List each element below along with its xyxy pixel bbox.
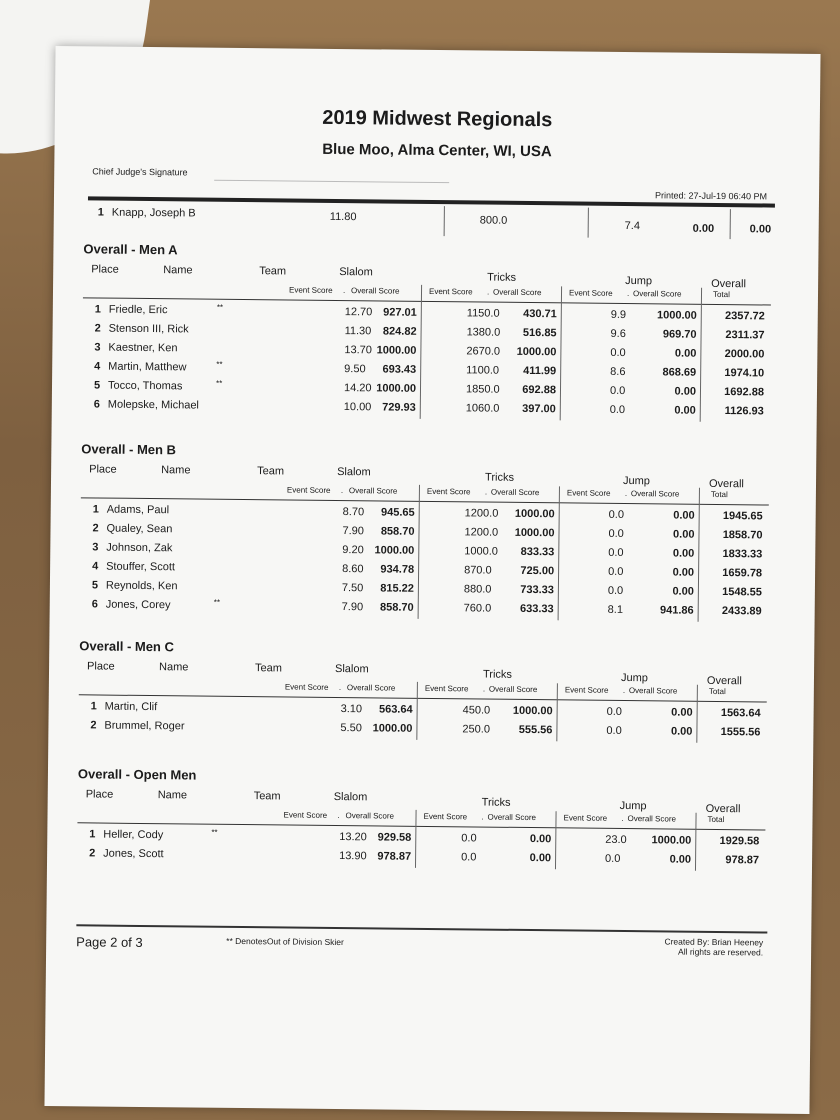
row-total: 2433.89: [721, 605, 762, 618]
results-section: [80, 441, 770, 624]
row-jump-overall: 868.69: [662, 366, 697, 379]
row-place: 1: [97, 206, 105, 219]
sub-slalom-event: Event Score: [283, 810, 328, 820]
row-slalom-overall: 1000.00: [376, 344, 417, 357]
sub-dot: .: [481, 812, 484, 822]
row-jump-overall: 0.00: [671, 706, 693, 719]
printed-timestamp: Printed: 27-Jul-19 06:40 PM: [654, 190, 768, 202]
row-jump-event: 0.0: [608, 565, 624, 578]
row-jump-event: 9.6: [610, 327, 626, 341]
sub-dot: .: [340, 486, 344, 496]
row-tricks-overall: 1000.00: [516, 345, 557, 359]
row-jump-event: 0.0: [610, 346, 626, 360]
page-subtitle: Blue Moo, Alma Center, WI, USA: [322, 140, 552, 161]
row-tricks-event: 1200.0: [464, 507, 499, 520]
sub-slalom-overall: Overall Score: [348, 486, 398, 496]
out-of-division-mark: **: [211, 827, 218, 837]
row-tricks-event: 760.0: [463, 602, 492, 615]
row-slalom-event: 8.70: [342, 506, 365, 519]
row-tricks-overall: 430.71: [523, 307, 557, 321]
row-total: 1555.56: [720, 726, 761, 739]
out-of-division-mark: **: [213, 597, 221, 607]
row-slalom-overall: 824.82: [382, 325, 417, 338]
section-title: Overall - Men A: [83, 241, 178, 258]
col-place: Place: [85, 788, 114, 801]
row-total: 2357.72: [724, 310, 765, 323]
row-place: 6: [91, 598, 98, 611]
row-jump-event: 8.6: [610, 365, 626, 379]
row-place: 1: [90, 700, 97, 713]
row-name: Johnson, Zak: [106, 541, 173, 555]
sub-dot: .: [337, 811, 340, 821]
row-tricks-event: 2670.0: [466, 345, 501, 358]
row-slalom-event: 9.20: [342, 544, 364, 557]
sub-dot: .: [486, 287, 490, 297]
col-place: Place: [89, 463, 117, 476]
row-total: 0.00: [749, 223, 772, 236]
results-section: [82, 241, 772, 424]
sub-dot: .: [622, 685, 626, 696]
row-total: 1659.78: [722, 567, 763, 580]
row-tricks-overall: 833.33: [520, 545, 555, 559]
row-tricks-event: 450.0: [462, 704, 491, 717]
row-jump-event: 0.0: [608, 546, 624, 559]
col-overall: Overall: [708, 477, 744, 491]
row-jump-event: 7.4: [624, 219, 641, 233]
row-place: 4: [94, 360, 101, 373]
row-slalom-overall: 929.58: [377, 831, 412, 844]
row-total: 1858.70: [722, 529, 763, 542]
page-title: 2019 Midwest Regionals: [322, 106, 553, 132]
sub-total: Total: [710, 489, 728, 500]
row-jump-event: 0.0: [607, 584, 624, 597]
row-tricks-overall: 411.99: [523, 364, 557, 378]
row-jump-overall: 0.00: [669, 853, 692, 866]
section-title: Overall - Men B: [81, 441, 177, 458]
sub-jump-overall: Overall Score: [630, 489, 680, 499]
top-carryover-row: [88, 202, 775, 243]
row-jump-event: 23.0: [605, 833, 627, 847]
row-name: Jones, Scott: [103, 847, 164, 861]
footer-divider: [76, 924, 767, 933]
row-tricks-overall: 725.00: [520, 564, 555, 578]
row-tricks-overall: 0.00: [529, 833, 552, 846]
row-jump-event: 0.0: [608, 527, 624, 541]
row-place: 3: [92, 541, 99, 554]
col-overall: Overall: [711, 277, 747, 291]
col-tricks: Tricks: [485, 471, 515, 484]
row-slalom-event: 11.80: [329, 210, 357, 224]
row-tricks-event: 880.0: [463, 583, 492, 596]
row-place: 6: [93, 398, 101, 411]
row-total: 2000.00: [724, 348, 765, 361]
rights-text: All rights are reserved.: [678, 946, 764, 958]
row-place: 2: [89, 847, 96, 860]
row-jump-overall: 941.86: [659, 604, 694, 617]
row-slalom-overall: 729.93: [382, 401, 416, 414]
row-tricks-overall: 733.33: [520, 583, 554, 597]
row-place: 1: [92, 503, 99, 516]
row-jump-overall: 0.00: [672, 547, 695, 560]
row-total: 1945.65: [722, 510, 763, 523]
sub-jump-overall: Overall Score: [628, 686, 678, 696]
row-slalom-overall: 1000.00: [374, 544, 415, 557]
row-tricks-overall: 555.56: [518, 723, 553, 737]
page-number: Page 2 of 3: [76, 934, 143, 950]
row-jump-event: 9.9: [610, 308, 627, 322]
row-tricks-event: 1200.0: [464, 526, 499, 539]
col-overall: Overall: [706, 674, 742, 688]
row-tricks-overall: 516.85: [522, 326, 557, 340]
row-slalom-event: 13.70: [344, 344, 372, 357]
column-divider: [730, 209, 731, 239]
row-slalom-overall: 858.70: [379, 601, 414, 614]
col-slalom: Slalom: [339, 266, 373, 279]
row-place: 4: [92, 560, 99, 573]
sub-jump-overall: Overall Score: [632, 289, 682, 299]
row-slalom-event: 8.60: [342, 563, 364, 576]
row-name: Heller, Cody: [103, 828, 164, 842]
row-name: Adams, Paul: [106, 503, 170, 517]
row-jump-overall: 0.00: [674, 404, 696, 417]
row-slalom-event: 5.50: [340, 722, 362, 735]
row-tricks-overall: 1000.00: [514, 507, 555, 521]
sub-jump-event: Event Score: [568, 288, 613, 298]
row-total: 2311.37: [725, 329, 765, 342]
col-team: Team: [259, 265, 287, 278]
row-name: Reynolds, Ken: [105, 579, 178, 593]
row-jump-event: 0.0: [606, 724, 622, 737]
row-slalom-event: 14.20: [343, 382, 372, 395]
sub-total: Total: [707, 814, 725, 825]
row-name: Martin, Clif: [104, 700, 158, 714]
row-slalom-event: 13.20: [339, 831, 367, 844]
row-jump-overall: 1000.00: [656, 309, 697, 322]
column-divider: [588, 208, 589, 238]
row-tricks-event: 870.0: [464, 564, 492, 577]
row-tricks-overall: 1000.00: [514, 526, 555, 540]
row-jump-overall: 0.00: [674, 385, 697, 398]
col-jump: Jump: [619, 799, 647, 813]
created-by: [664, 936, 763, 957]
row-total: 1929.58: [719, 835, 760, 848]
col-slalom: Slalom: [333, 790, 368, 804]
row-total: 1833.33: [722, 548, 763, 561]
row-total: 1563.64: [720, 707, 761, 720]
row-place: 5: [93, 379, 101, 392]
sub-tricks-event: Event Score: [428, 286, 473, 297]
row-slalom-overall: 927.01: [383, 306, 417, 319]
row-tricks-event: 0.0: [461, 832, 477, 845]
row-total: 978.87: [725, 854, 760, 867]
row-total: 1548.55: [722, 586, 762, 599]
row-tricks-overall: 633.33: [519, 602, 554, 616]
sub-slalom-overall: Overall Score: [345, 811, 395, 821]
col-tricks: Tricks: [487, 271, 517, 284]
row-jump-event: 0.0: [608, 508, 625, 522]
col-tricks: Tricks: [481, 796, 511, 809]
sub-tricks-overall: Overall Score: [490, 487, 540, 498]
sub-dot: .: [342, 286, 346, 296]
row-jump-overall: 0.00: [672, 566, 695, 579]
sub-slalom-overall: Overall Score: [350, 286, 400, 296]
col-place: Place: [91, 263, 119, 276]
row-jump-event: 0.0: [609, 384, 626, 398]
col-name: Name: [159, 661, 189, 674]
col-tricks: Tricks: [482, 668, 512, 681]
signature-label: Chief Judge's Signature: [92, 166, 188, 178]
col-slalom: Slalom: [337, 465, 371, 479]
row-jump-overall: 0.00: [673, 509, 695, 522]
row-slalom-event: 13.90: [339, 850, 367, 863]
col-team: Team: [257, 465, 285, 478]
row-slalom-overall: 1000.00: [376, 382, 417, 395]
row-tricks-event: 1100.0: [466, 364, 500, 377]
row-place: 5: [91, 579, 99, 592]
col-slalom: Slalom: [335, 662, 369, 676]
row-slalom-event: 12.70: [344, 306, 373, 319]
sub-jump-event: Event Score: [564, 685, 609, 695]
row-slalom-overall: 815.22: [380, 582, 414, 595]
row-tricks-event: 1380.0: [466, 326, 501, 339]
row-place: 2: [92, 522, 99, 535]
sub-total: Total: [708, 686, 726, 697]
row-tricks-event: 1060.0: [465, 402, 500, 415]
row-tricks-event: 0.0: [461, 851, 477, 864]
row-slalom-event: 7.90: [341, 601, 364, 614]
row-tricks-overall: 692.88: [522, 383, 557, 397]
row-tricks-overall: 397.00: [522, 402, 556, 416]
sub-tricks-overall: Overall Score: [492, 287, 542, 298]
results-sheet: [44, 46, 820, 1114]
row-slalom-overall: 858.70: [380, 525, 415, 538]
denote-note: ** DenotesOut of Division Skier: [226, 935, 344, 948]
row-name: Kaestner, Ken: [108, 341, 178, 355]
row-slalom-overall: 945.65: [380, 506, 415, 519]
row-name: Tocco, Thomas: [107, 379, 183, 393]
sub-tricks-event: Event Score: [426, 486, 471, 497]
sub-dot: .: [624, 489, 628, 499]
signature-line: [214, 180, 449, 183]
row-name: Qualey, Sean: [106, 522, 173, 536]
created-by-name: Created By: Brian Heeney: [664, 936, 764, 948]
row-name: Knapp, Joseph B: [111, 206, 196, 220]
row-place: 3: [94, 341, 101, 354]
row-tricks-event: 1850.0: [465, 383, 500, 396]
sub-jump-event: Event Score: [563, 813, 608, 823]
col-name: Name: [161, 464, 191, 477]
sub-slalom-overall: Overall Score: [346, 683, 396, 693]
row-jump-overall: 0.00: [674, 347, 697, 360]
row-jump-event: 0.0: [605, 852, 621, 865]
row-slalom-overall: 693.43: [382, 363, 417, 376]
col-jump: Jump: [625, 275, 653, 288]
sub-jump-event: Event Score: [566, 488, 611, 498]
sub-slalom-event: Event Score: [286, 485, 331, 495]
row-slalom-event: 11.30: [344, 325, 372, 338]
out-of-division-mark: **: [216, 302, 224, 312]
row-place: 2: [90, 719, 97, 732]
row-slalom-event: 3.10: [340, 703, 363, 716]
row-tricks-overall: 0.00: [529, 852, 552, 865]
sub-slalom-event: Event Score: [288, 285, 333, 295]
sub-slalom-event: Event Score: [284, 682, 329, 692]
row-name: Brummel, Roger: [104, 719, 185, 733]
row-slalom-overall: 934.78: [380, 563, 415, 576]
row-tricks-event: 250.0: [462, 723, 491, 736]
results-section: [78, 638, 767, 745]
col-name: Name: [157, 789, 188, 802]
row-slalom-overall: 978.87: [377, 850, 412, 863]
row-place: 1: [94, 303, 102, 316]
col-jump: Jump: [622, 474, 651, 488]
row-jump-overall: 0.00: [673, 528, 695, 541]
out-of-division-mark: **: [216, 378, 223, 388]
row-jump-event: 8.1: [607, 603, 624, 616]
results-section: [77, 766, 766, 873]
sub-dot: .: [621, 813, 624, 824]
row-jump-overall: 969.70: [662, 328, 697, 341]
row-name: Stouffer, Scott: [106, 560, 176, 574]
row-slalom-event: 7.50: [341, 582, 364, 595]
row-name: Stenson III, Rick: [108, 322, 189, 336]
row-place: 2: [94, 322, 101, 335]
row-name: Friedle, Eric: [108, 303, 168, 317]
row-place: 1: [89, 828, 96, 841]
row-name: Jones, Corey: [105, 598, 171, 612]
row-jump-event: 0.0: [606, 705, 622, 718]
sub-dot: .: [482, 684, 486, 694]
col-team: Team: [253, 790, 281, 803]
col-team: Team: [255, 662, 283, 675]
sub-dot: .: [338, 683, 342, 693]
row-slalom-event: 10.00: [343, 401, 372, 414]
row-tricks-event: 1000.0: [464, 545, 499, 558]
sub-tricks-event: Event Score: [423, 811, 468, 822]
row-slalom-overall: 563.64: [378, 703, 413, 716]
section-title: Overall - Open Men: [77, 766, 197, 783]
col-overall: Overall: [705, 802, 741, 816]
row-total: 1974.10: [724, 367, 765, 380]
row-name: Molepske, Michael: [107, 398, 199, 412]
row-total: 1692.88: [724, 386, 765, 399]
row-name: Martin, Matthew: [108, 360, 187, 374]
sub-jump-overall: Overall Score: [627, 814, 677, 824]
row-tricks-event: 1150.0: [466, 307, 500, 320]
column-divider: [444, 206, 445, 236]
row-slalom-event: 7.90: [342, 525, 364, 538]
section-title: Overall - Men C: [79, 638, 175, 655]
sub-dot: .: [626, 289, 630, 299]
col-place: Place: [87, 660, 115, 673]
sub-tricks-event: Event Score: [424, 683, 469, 694]
row-tricks-overall: 1000.00: [512, 704, 553, 718]
row-tricks-event: 800.0: [479, 214, 508, 227]
row-slalom-overall: 1000.00: [372, 722, 413, 735]
row-jump-overall: 0.00: [670, 725, 693, 738]
col-name: Name: [163, 264, 193, 277]
row-jump-overall: 0.00: [692, 222, 715, 235]
out-of-division-mark: **: [216, 359, 223, 369]
col-jump: Jump: [620, 671, 648, 685]
row-jump-overall: 0.00: [672, 585, 694, 598]
row-total: 1126.93: [724, 405, 764, 418]
sub-tricks-overall: Overall Score: [487, 812, 537, 823]
sub-total: Total: [712, 289, 730, 300]
sub-dot: .: [484, 487, 488, 497]
sub-tricks-overall: Overall Score: [488, 684, 538, 695]
row-jump-overall: 1000.00: [651, 834, 692, 847]
row-jump-event: 0.0: [609, 403, 626, 417]
row-slalom-event: 9.50: [344, 363, 366, 376]
